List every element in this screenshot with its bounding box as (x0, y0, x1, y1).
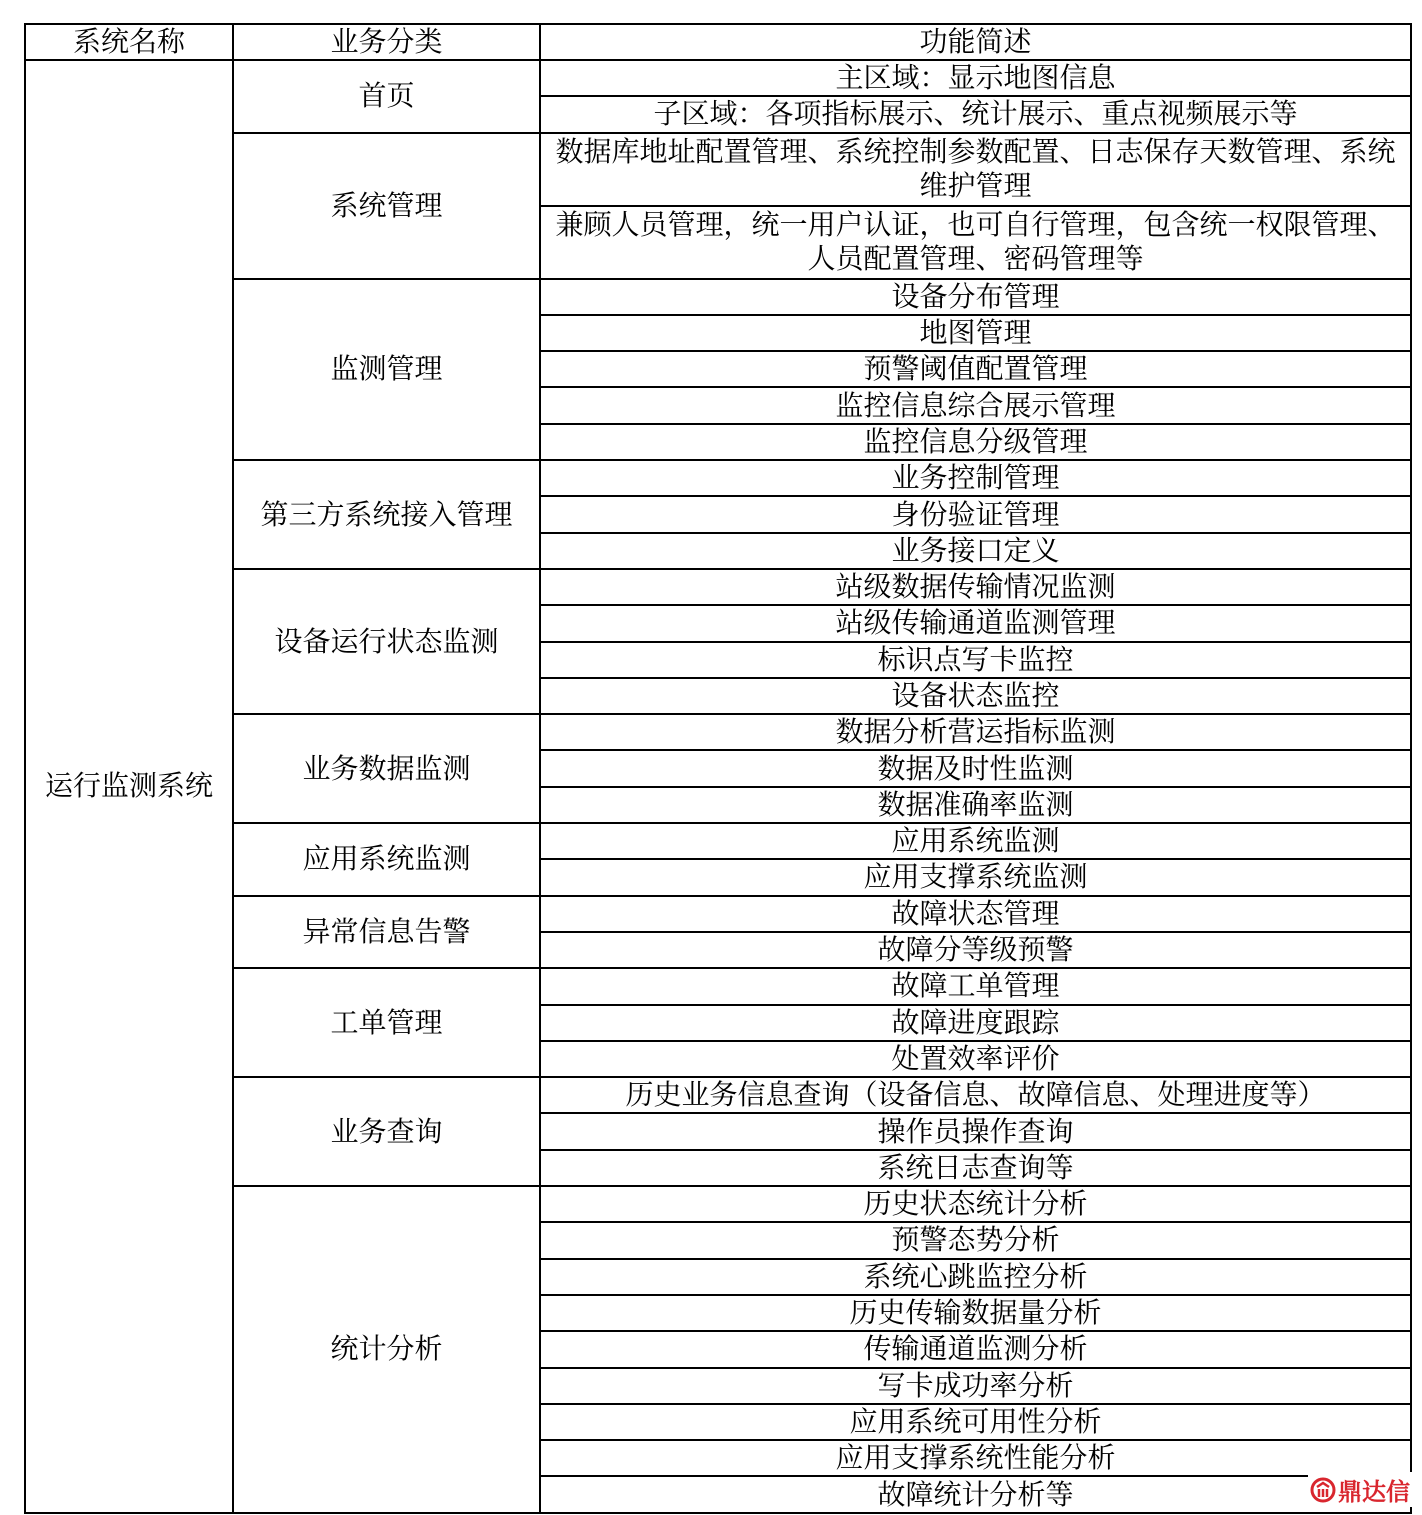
function-description-cell: 历史传输数据量分析 (540, 1295, 1411, 1331)
function-description-cell: 历史业务信息查询（设备信息、故障信息、处理进度等） (540, 1077, 1411, 1113)
category-cell: 监测管理 (233, 279, 540, 460)
function-description-cell: 故障状态管理 (540, 896, 1411, 932)
function-description-cell: 设备分布管理 (540, 279, 1411, 315)
function-description-cell: 预警阈值配置管理 (540, 351, 1411, 387)
function-description-cell: 站级数据传输情况监测 (540, 569, 1411, 605)
function-description-cell: 主区域：显示地图信息 (540, 60, 1411, 96)
function-description-cell: 处置效率评价 (540, 1041, 1411, 1077)
function-description-cell: 子区域：各项指标展示、统计展示、重点视频展示等 (540, 96, 1411, 132)
system-name-cell: 运行监测系统 (25, 60, 233, 1513)
header-system-name: 系统名称 (25, 24, 233, 60)
watermark-text: 鼎达信 (1338, 1478, 1410, 1506)
function-description-cell: 系统日志查询等 (540, 1150, 1411, 1186)
function-table (24, 23, 1412, 1514)
function-description-cell: 业务接口定义 (540, 533, 1411, 569)
function-description-cell: 监控信息分级管理 (540, 424, 1411, 460)
category-cell: 首页 (233, 60, 540, 133)
function-description-cell: 数据库地址配置管理、系统控制参数配置、日志保存天数管理、系统维护管理 (540, 133, 1411, 206)
table-header-row (25, 24, 1411, 60)
table-row (25, 460, 1411, 496)
category-cell: 第三方系统接入管理 (233, 460, 540, 569)
function-description-cell: 地图管理 (540, 315, 1411, 351)
table-row (25, 1186, 1411, 1222)
function-description-cell: 站级传输通道监测管理 (540, 605, 1411, 641)
table-row (25, 714, 1411, 750)
category-cell: 业务数据监测 (233, 714, 540, 823)
function-description-cell: 设备状态监控 (540, 678, 1411, 714)
category-cell: 业务查询 (233, 1077, 540, 1186)
function-table-container (24, 23, 1412, 1514)
brand-logo-icon (1310, 1477, 1336, 1503)
table-body (25, 60, 1411, 1513)
header-function-description: 功能简述 (540, 24, 1411, 60)
category-cell: 异常信息告警 (233, 896, 540, 969)
function-description-cell: 身份验证管理 (540, 496, 1411, 532)
table-row (25, 896, 1411, 932)
function-description-cell: 故障进度跟踪 (540, 1005, 1411, 1041)
function-description-cell: 兼顾人员管理，统一用户认证，也可自行管理，包含统一权限管理、人员配置管理、密码管理等 (540, 206, 1411, 279)
category-cell: 统计分析 (233, 1186, 540, 1513)
watermark (1308, 1472, 1412, 1507)
table-row (25, 569, 1411, 605)
category-cell: 应用系统监测 (233, 823, 540, 896)
function-description-cell: 数据准确率监测 (540, 787, 1411, 823)
function-description-cell: 数据及时性监测 (540, 750, 1411, 786)
table-row (25, 1077, 1411, 1113)
function-description-cell: 数据分析营运指标监测 (540, 714, 1411, 750)
function-description-cell: 应用支撑系统性能分析 (540, 1440, 1411, 1476)
category-cell: 系统管理 (233, 133, 540, 279)
category-cell: 工单管理 (233, 968, 540, 1077)
function-description-cell: 预警态势分析 (540, 1222, 1411, 1258)
table-row (25, 60, 1411, 96)
function-description-cell: 系统心跳监控分析 (540, 1259, 1411, 1295)
function-description-cell: 应用支撑系统监测 (540, 859, 1411, 895)
function-description-cell: 操作员操作查询 (540, 1113, 1411, 1149)
function-description-cell: 故障工单管理 (540, 968, 1411, 1004)
table-row (25, 968, 1411, 1004)
table-row (25, 133, 1411, 206)
function-description-cell: 标识点写卡监控 (540, 642, 1411, 678)
header-business-category: 业务分类 (233, 24, 540, 60)
table-row (25, 823, 1411, 859)
function-description-cell: 业务控制管理 (540, 460, 1411, 496)
function-description-cell: 历史状态统计分析 (540, 1186, 1411, 1222)
function-description-cell: 故障统计分析等 (540, 1476, 1411, 1512)
function-description-cell: 写卡成功率分析 (540, 1368, 1411, 1404)
function-description-cell: 应用系统可用性分析 (540, 1404, 1411, 1440)
table-row (25, 279, 1411, 315)
function-description-cell: 监控信息综合展示管理 (540, 387, 1411, 423)
category-cell: 设备运行状态监测 (233, 569, 540, 714)
function-description-cell: 应用系统监测 (540, 823, 1411, 859)
function-description-cell: 故障分等级预警 (540, 932, 1411, 968)
function-description-cell: 传输通道监测分析 (540, 1331, 1411, 1367)
